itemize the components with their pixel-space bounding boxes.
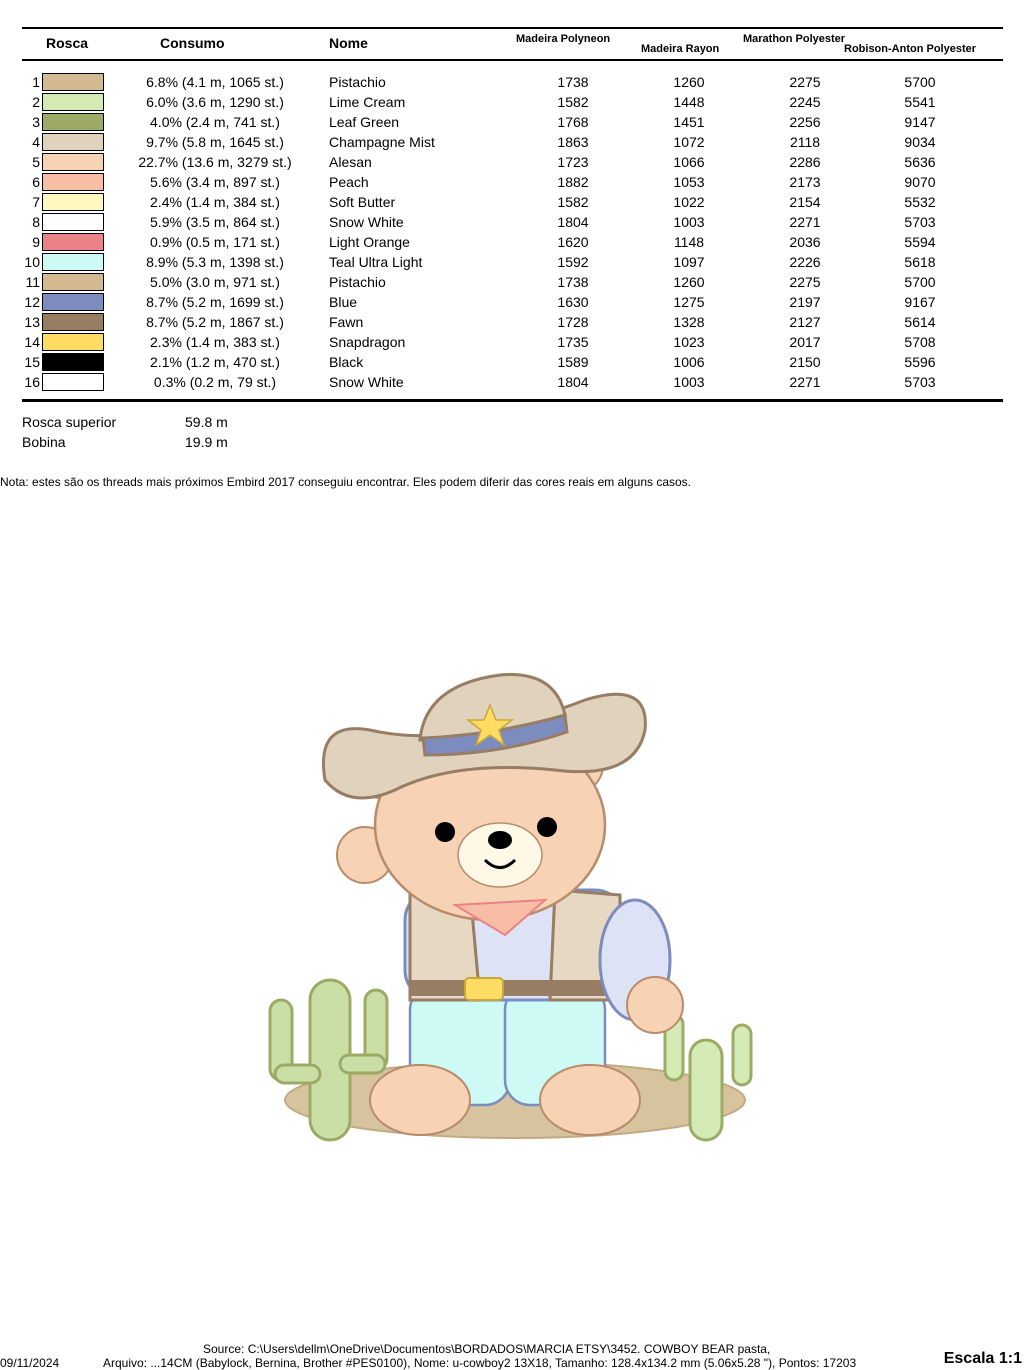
row-number: 13 bbox=[24, 314, 40, 330]
row-robison-anton-polyester: 9147 bbox=[904, 114, 936, 130]
row-madeira-polyneon: 1738 bbox=[557, 74, 589, 90]
header-robison-anton-polyester: Robison-Anton Polyester bbox=[844, 43, 977, 55]
row-robison-anton-polyester: 5700 bbox=[904, 274, 936, 290]
row-madeira-polyneon: 1882 bbox=[557, 174, 589, 190]
row-madeira-rayon: 1053 bbox=[673, 174, 705, 190]
row-robison-anton-polyester: 5700 bbox=[904, 74, 936, 90]
row-robison-anton-polyester: 5541 bbox=[904, 94, 936, 110]
row-madeira-rayon: 1260 bbox=[673, 274, 705, 290]
row-number: 3 bbox=[32, 114, 40, 130]
row-number: 5 bbox=[32, 154, 40, 170]
row-robison-anton-polyester: 5703 bbox=[904, 374, 936, 390]
row-consumo: 9.7% (5.8 m, 1645 st.) bbox=[146, 134, 284, 150]
bear-left-eye bbox=[435, 822, 455, 842]
row-marathon-polyester: 2286 bbox=[789, 154, 821, 170]
header-marathon-polyester: Marathon Polyester bbox=[743, 33, 846, 45]
row-madeira-polyneon: 1804 bbox=[557, 374, 589, 390]
table-row bbox=[0, 313, 1024, 333]
bear-belt bbox=[410, 980, 620, 996]
row-nome: Leaf Green bbox=[329, 114, 400, 130]
row-number: 9 bbox=[32, 234, 40, 250]
row-nome: Light Orange bbox=[329, 234, 410, 250]
row-madeira-rayon: 1003 bbox=[673, 374, 705, 390]
row-robison-anton-polyester: 5636 bbox=[904, 154, 936, 170]
row-madeira-rayon: 1066 bbox=[673, 154, 705, 170]
belt-buckle bbox=[465, 978, 503, 1000]
table-row bbox=[0, 333, 1024, 353]
row-madeira-polyneon: 1768 bbox=[557, 114, 589, 130]
row-madeira-polyneon: 1582 bbox=[557, 94, 589, 110]
color-swatch bbox=[42, 173, 104, 191]
row-madeira-rayon: 1260 bbox=[673, 74, 705, 90]
embroidery-design-image bbox=[255, 660, 775, 1180]
header-madeira-rayon: Madeira Rayon bbox=[641, 43, 720, 55]
total-superior-value: 59.8 m bbox=[185, 414, 228, 430]
row-nome: Peach bbox=[329, 174, 369, 190]
table-row bbox=[0, 93, 1024, 113]
row-robison-anton-polyester: 5618 bbox=[904, 254, 936, 270]
row-robison-anton-polyester: 5703 bbox=[904, 214, 936, 230]
row-marathon-polyester: 2127 bbox=[789, 314, 821, 330]
row-consumo: 2.3% (1.4 m, 383 st.) bbox=[150, 334, 280, 350]
table-row bbox=[0, 153, 1024, 173]
row-madeira-polyneon: 1723 bbox=[557, 154, 589, 170]
total-bobina-value: 19.9 m bbox=[185, 434, 228, 450]
row-consumo: 8.7% (5.2 m, 1699 st.) bbox=[146, 294, 284, 310]
row-marathon-polyester: 2271 bbox=[789, 374, 821, 390]
total-bobina-label: Bobina bbox=[22, 434, 66, 450]
row-number: 11 bbox=[25, 274, 40, 290]
row-madeira-polyneon: 1582 bbox=[557, 194, 589, 210]
row-madeira-rayon: 1275 bbox=[673, 294, 705, 310]
row-number: 15 bbox=[24, 354, 40, 370]
row-madeira-rayon: 1448 bbox=[673, 94, 705, 110]
row-madeira-polyneon: 1804 bbox=[557, 214, 589, 230]
footer-scale: Escala 1:1 bbox=[943, 1350, 1022, 1367]
table-row bbox=[0, 73, 1024, 93]
color-swatch bbox=[42, 193, 104, 211]
thread-note: Nota: estes são os threads mais próximos Embird 2017 conseguiu encontrar. Eles podem diferir das cores reais em alguns casos. bbox=[0, 475, 692, 489]
row-madeira-rayon: 1022 bbox=[673, 194, 705, 210]
table-top-rule bbox=[22, 27, 1003, 29]
row-marathon-polyester: 2150 bbox=[789, 354, 821, 370]
row-number: 6 bbox=[32, 174, 40, 190]
footer-date: 09/11/2024 bbox=[0, 1356, 60, 1370]
row-number: 7 bbox=[32, 194, 40, 210]
row-number: 1 bbox=[32, 74, 40, 90]
row-consumo: 5.6% (3.4 m, 897 st.) bbox=[150, 174, 280, 190]
row-marathon-polyester: 2173 bbox=[789, 174, 821, 190]
row-consumo: 5.0% (3.0 m, 971 st.) bbox=[150, 274, 280, 290]
table-row bbox=[0, 213, 1024, 233]
color-swatch bbox=[42, 133, 104, 151]
table-row bbox=[0, 193, 1024, 213]
row-madeira-polyneon: 1620 bbox=[557, 234, 589, 250]
row-marathon-polyester: 2197 bbox=[789, 294, 821, 310]
row-consumo: 2.1% (1.2 m, 470 st.) bbox=[150, 354, 280, 370]
row-nome: Lime Cream bbox=[329, 94, 406, 110]
color-swatch bbox=[42, 333, 104, 351]
color-swatch bbox=[42, 353, 104, 371]
row-nome: Pistachio bbox=[329, 74, 386, 90]
color-swatch bbox=[42, 73, 104, 91]
row-marathon-polyester: 2245 bbox=[789, 94, 821, 110]
table-row bbox=[0, 113, 1024, 133]
table-row bbox=[0, 293, 1024, 313]
row-robison-anton-polyester: 5532 bbox=[904, 194, 936, 210]
color-swatch bbox=[42, 93, 104, 111]
row-madeira-rayon: 1451 bbox=[673, 114, 705, 130]
row-madeira-rayon: 1023 bbox=[673, 334, 705, 350]
table-row bbox=[0, 373, 1024, 393]
color-swatch bbox=[42, 293, 104, 311]
row-marathon-polyester: 2036 bbox=[789, 234, 821, 250]
row-robison-anton-polyester: 5594 bbox=[904, 234, 936, 250]
row-consumo: 22.7% (13.6 m, 3279 st.) bbox=[138, 154, 292, 170]
row-number: 12 bbox=[24, 294, 40, 310]
bear-nose bbox=[488, 831, 512, 849]
row-robison-anton-polyester: 5596 bbox=[904, 354, 936, 370]
row-number: 16 bbox=[24, 374, 40, 390]
row-consumo: 2.4% (1.4 m, 384 st.) bbox=[150, 194, 280, 210]
row-nome: Teal Ultra Light bbox=[329, 254, 423, 270]
row-nome: Snapdragon bbox=[329, 334, 406, 350]
row-consumo: 6.8% (4.1 m, 1065 st.) bbox=[146, 74, 284, 90]
row-nome: Soft Butter bbox=[329, 194, 396, 210]
row-madeira-polyneon: 1738 bbox=[557, 274, 589, 290]
row-nome: Snow White bbox=[329, 214, 404, 230]
table-row bbox=[0, 253, 1024, 273]
row-nome: Champagne Mist bbox=[329, 134, 435, 150]
color-swatch bbox=[42, 153, 104, 171]
row-number: 2 bbox=[32, 94, 40, 110]
header-bottom-rule bbox=[22, 59, 1003, 61]
header-nome: Nome bbox=[329, 35, 368, 51]
table-row bbox=[0, 133, 1024, 153]
row-madeira-polyneon: 1592 bbox=[557, 254, 589, 270]
color-swatch bbox=[42, 213, 104, 231]
row-madeira-rayon: 1097 bbox=[673, 254, 705, 270]
row-consumo: 0.3% (0.2 m, 79 st.) bbox=[153, 374, 277, 390]
bear-right-paw bbox=[627, 977, 683, 1033]
row-consumo: 8.9% (5.3 m, 1398 st.) bbox=[146, 254, 284, 270]
row-marathon-polyester: 2226 bbox=[789, 254, 821, 270]
footer-arquivo: Arquivo: ...14CM (Babylock, Bernina, Brother #PES0100), Nome: u-cowboy2 13X18, Tamanho: 128.4x134.2 mm (5.06x5.28 "), Pontos: 17203 bbox=[103, 1356, 857, 1370]
row-marathon-polyester: 2118 bbox=[789, 134, 821, 150]
row-madeira-polyneon: 1735 bbox=[557, 334, 589, 350]
color-swatch bbox=[42, 113, 104, 131]
header-madeira-polyneon: Madeira Polyneon bbox=[516, 33, 611, 45]
row-madeira-rayon: 1328 bbox=[673, 314, 705, 330]
row-nome: Black bbox=[329, 354, 364, 370]
color-swatch bbox=[42, 273, 104, 291]
row-marathon-polyester: 2256 bbox=[789, 114, 821, 130]
row-consumo: 8.7% (5.2 m, 1867 st.) bbox=[146, 314, 284, 330]
row-nome: Snow White bbox=[329, 374, 404, 390]
row-robison-anton-polyester: 9167 bbox=[904, 294, 936, 310]
header-rosca: Rosca bbox=[46, 35, 89, 51]
row-robison-anton-polyester: 5708 bbox=[904, 334, 936, 350]
row-marathon-polyester: 2275 bbox=[789, 74, 821, 90]
row-nome: Fawn bbox=[329, 314, 364, 330]
row-robison-anton-polyester: 9070 bbox=[904, 174, 936, 190]
row-marathon-polyester: 2271 bbox=[789, 214, 821, 230]
color-swatch bbox=[42, 253, 104, 271]
row-madeira-rayon: 1072 bbox=[673, 134, 705, 150]
table-row bbox=[0, 273, 1024, 293]
row-robison-anton-polyester: 9034 bbox=[904, 134, 936, 150]
row-robison-anton-polyester: 5614 bbox=[904, 314, 936, 330]
row-madeira-polyneon: 1630 bbox=[557, 294, 589, 310]
row-madeira-polyneon: 1863 bbox=[557, 134, 589, 150]
row-number: 8 bbox=[32, 214, 40, 230]
row-nome: Pistachio bbox=[329, 274, 386, 290]
row-marathon-polyester: 2154 bbox=[789, 194, 821, 210]
row-consumo: 0.9% (0.5 m, 171 st.) bbox=[150, 234, 280, 250]
row-nome: Blue bbox=[329, 294, 358, 310]
color-swatch bbox=[42, 373, 104, 391]
row-consumo: 4.0% (2.4 m, 741 st.) bbox=[150, 114, 280, 130]
table-row bbox=[0, 233, 1024, 253]
row-madeira-polyneon: 1589 bbox=[557, 354, 589, 370]
table-row bbox=[0, 353, 1024, 373]
row-madeira-rayon: 1006 bbox=[673, 354, 705, 370]
table-row bbox=[0, 173, 1024, 193]
row-consumo: 5.9% (3.5 m, 864 st.) bbox=[150, 214, 280, 230]
header-consumo: Consumo bbox=[160, 35, 225, 51]
row-number: 10 bbox=[24, 254, 40, 270]
row-number: 4 bbox=[32, 134, 40, 150]
row-number: 14 bbox=[24, 334, 40, 350]
footer-source: Source: C:\Users\dellm\OneDrive\Documentos\BORDADOS\MARCIA ETSY\3452. COWBOY BEAR pasta, bbox=[203, 1342, 771, 1356]
row-consumo: 6.0% (3.6 m, 1290 st.) bbox=[146, 94, 284, 110]
row-madeira-rayon: 1003 bbox=[673, 214, 705, 230]
row-madeira-polyneon: 1728 bbox=[557, 314, 589, 330]
bear-right-eye bbox=[537, 817, 557, 837]
row-nome: Alesan bbox=[329, 154, 372, 170]
table-bottom-rule bbox=[22, 399, 1003, 402]
row-marathon-polyester: 2275 bbox=[789, 274, 821, 290]
row-marathon-polyester: 2017 bbox=[789, 334, 821, 350]
color-swatch bbox=[42, 313, 104, 331]
color-swatch bbox=[42, 233, 104, 251]
total-superior-label: Rosca superior bbox=[22, 414, 117, 430]
row-madeira-rayon: 1148 bbox=[673, 234, 705, 250]
